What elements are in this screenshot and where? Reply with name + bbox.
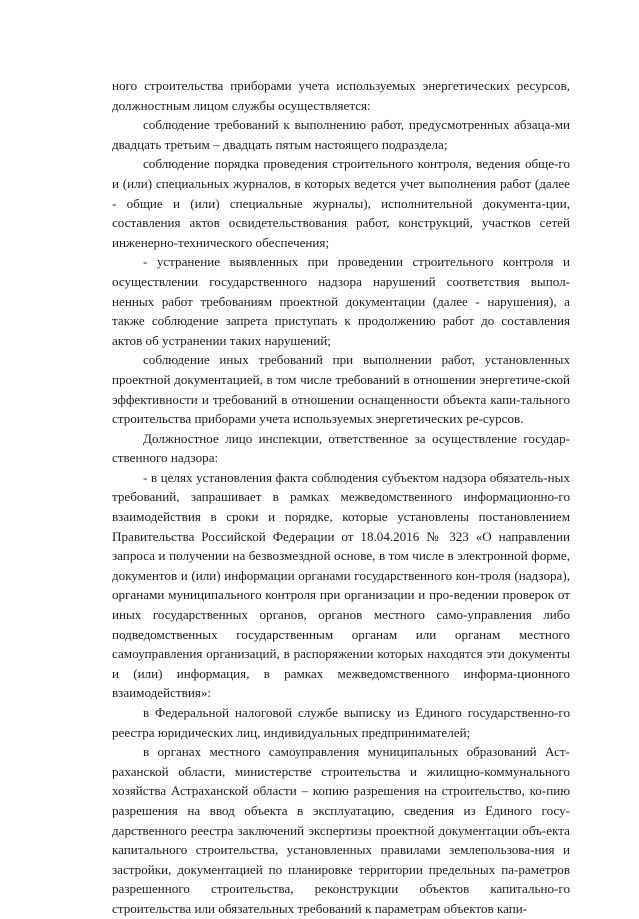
paragraph-construction-control: соблюдение порядка проведения строительного контроля, ведения обще-го и (или) специальных журналов, в которых ведется учет выполнения работ (далее - общие и (или) специальные журналы), исполнительной документа-ции, составления актов освидетельствования работ, конструкций, участков сетей инженерно-технического обеспечения; [112,156,570,250]
paragraph-other-requirements: соблюдение иных требований при выполнении работ, установленных проектной документацией, в том числе требований в отношении энергетиче-ской эффективности и требований в отношении оснащенности объекта капи-тального строительства приборами учета используемых энергетических ре-сурсов. [112,352,570,427]
paragraph-inspector-responsible: Должностное лицо инспекции, ответственное за осуществление государ-ственного надзора: [112,430,570,466]
paragraph-interagency-request: - в целях установления факта соблюдения субъектом надзора обязатель-ных требований, запрашивает в рамках межведомственного информационно-го взаимодействия в сроки и порядке, которые установлены постановлением Правительства Российской Федерации от 18.04.2016 № 323 «О направлении запроса и получении на безвозмездной основе, в том числе в электронной форме, документов и (или) информации органами государственного кон-троля (надзора), органами муниципального контроля при организации и про-ведении проверок от иных государственных органов, органов местного само-управления либо подведомственных государственным органам или органам местного самоуправления организаций, в распоряжении которых находятся эти документы и (или) информация, в рамках межведомственного информа-ционного взаимодействия»: [112,469,570,701]
paragraph-tax-service: в Федеральной налоговой службе выписку из Единого государственно-го реестра юридических лиц, индивидуальных предпринимателей; [112,705,570,740]
paragraph-violations-elimination: - устранение выявленных при проведении строительного контроля и осуществлении государственного надзора нарушений соответствия выпол-ненных работ требованиям проектной документации (далее - нарушения), а также соблюдение запрета приступать к продолжению работ до составления актов об устранении таких нарушений; [112,254,570,348]
paragraph-continuation: ного строительства приборами учета используемых энергетических ресурсов, должностным лицом службы осуществляется: [112,78,570,113]
paragraph-requirements-compliance: соблюдение требований к выполнению работ, предусмотренных абзаца-ми двадцать третьим – двадцать пятым настоящего подраздела; [112,117,570,152]
paragraph-local-authorities: в органах местного самоуправления муниципальных образований Аст-раханской области, министерстве строительства и жилищно-коммунального хозяйства Астраханской области – копию разрешения на строительство, ко-пию разрешения на ввод объекта в эксплуатацию, сведения из Единого госу-дарственного реестра заключений экспертизы проектной документации объ-екта капитального строительства, установленных правилами землепользова-ния и застройки, документацией по планировке территории предельных па-раметров разрешенного строительства, реконструкции объектов капитально-го строительства или обязательных требований к параметрам объектов капи- [112,744,570,916]
